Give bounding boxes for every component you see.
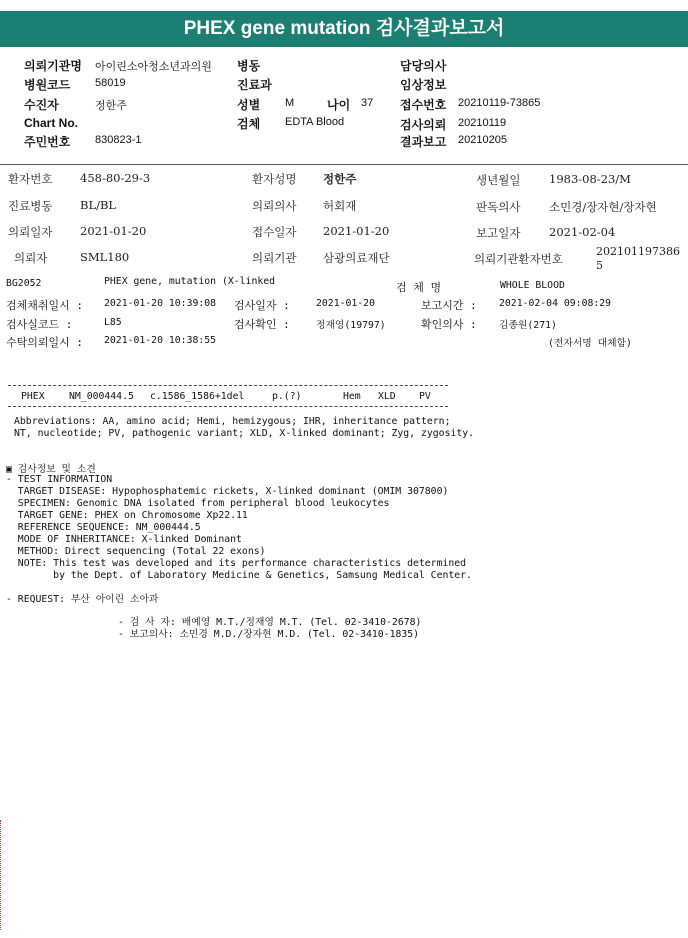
result-top-dashes [8, 385, 448, 386]
tester-line: - 검 사 자: 배예영 M.T./정재영 M.T. (Tel. 02-3410-2678) [118, 617, 422, 628]
abbrev-line: Abbreviations: AA, amino acid; Hemi, hemizygous; IHR, inheritance pattern; [14, 416, 451, 427]
requester-label: 의뢰의사 [252, 199, 297, 213]
patient-no-label: 환자번호 [8, 172, 53, 186]
lab-room-label: 검사실코드 : [6, 318, 73, 331]
section-title: ▣ 검사정보 및 소견 [6, 464, 96, 475]
header-label: 진료과 [237, 78, 272, 92]
client-value: SML180 [80, 250, 130, 264]
testdate-value: 2021-01-20 [316, 298, 375, 309]
confirm-value: 정재영(19797) [316, 320, 386, 331]
scan-edge-marks [0, 820, 3, 930]
header-label: 접수번호 [400, 98, 447, 112]
doctor-label: 확인의사 : [421, 318, 477, 331]
header-value: 20210119-73865 [458, 97, 541, 109]
header-label: 검체 [237, 117, 261, 131]
test-info-line: SPECIMEN: Genomic DNA isolated from peripheral blood leukocytes [6, 498, 390, 509]
result-classification: PV [419, 391, 431, 402]
header-divider [0, 164, 688, 165]
test-info-line: - TEST INFORMATION [6, 474, 113, 485]
header-label: 주민번호 [24, 135, 71, 149]
institution-value: 삼광의료재단 [323, 251, 390, 265]
inst-patient-no-value-cont: 5 [596, 259, 603, 272]
birth-label: 생년월일 [476, 173, 521, 187]
reader-label: 판독의사 [476, 200, 521, 214]
inst-patient-no-value: 202101197386 [596, 245, 680, 258]
inst-patient-no-label: 의뢰기관환자번호 [474, 252, 563, 266]
abbrev-line: NT, nucleotide; PV, pathogenic variant; XLD, X-linked dominant; Zyg, zygosity. [14, 428, 475, 439]
header-label: 병원코드 [24, 78, 71, 92]
header-value: EDTA Blood [285, 116, 345, 128]
header-value: 830823-1 [95, 134, 142, 146]
req-date-value: 2021-01-20 [80, 224, 147, 238]
header-label: 담당의사 [400, 59, 447, 73]
test-info-line: TARGET DISEASE: Hypophosphatemic rickets, X-linked dominant (OMIM 307800) [6, 486, 449, 497]
req-date-label: 의뢰일자 [8, 225, 53, 239]
result-gene: PHEX [21, 391, 45, 402]
request-line: - REQUEST: 부산 아이린 소아과 [6, 594, 159, 605]
reporter-line: - 보고의사: 소민경 M.D./장자현 M.D. (Tel. 02-3410-1835) [118, 629, 420, 640]
doctor-value: 김종원(271) [499, 320, 557, 331]
specimen-label: 검 체 명 [396, 281, 442, 294]
result-bottom-dashes [8, 406, 448, 407]
collect-value: 2021-01-20 10:39:08 [104, 298, 217, 309]
collect-label: 검체채취일시 : [6, 299, 84, 312]
header-value: M [285, 97, 295, 109]
report-title: PHEX gene mutation 검사결과보고서 [0, 11, 688, 47]
test-info-line: METHOD: Direct sequencing (Total 22 exons) [6, 546, 266, 557]
result-cdna: c.1586_1586+1del [150, 391, 245, 402]
header-label: 성별 [237, 98, 261, 112]
consign-label: 수탁의뢰일시 : [6, 336, 84, 349]
header-label: 검사의뢰 [400, 118, 447, 132]
header-label: 수진자 [24, 98, 59, 112]
header-value: 아이린소아청소년과의원 [95, 61, 212, 73]
reporttime-value: 2021-02-04 09:08:29 [499, 298, 612, 309]
patient-name-value: 정한주 [323, 172, 357, 186]
ward-label: 진료병동 [8, 199, 53, 213]
header-value: 58019 [95, 77, 126, 89]
header-label: 결과보고 [400, 135, 447, 149]
header-value: 20210205 [458, 134, 507, 146]
result-protein: p.(?) [272, 391, 302, 402]
reader-value: 소민경/장자현/장자현 [549, 200, 657, 214]
header-label: 의뢰기관명 [24, 59, 82, 73]
report-date-value: 2021-02-04 [549, 225, 616, 239]
result-inheritance: XLD [378, 391, 396, 402]
header-label: 병동 [237, 59, 261, 73]
birth-value: 1983-08-23/M [549, 172, 631, 186]
header-label: Chart No. [24, 116, 78, 130]
test-info-line: TARGET GENE: PHEX on Chromosome Xp22.11 [6, 510, 248, 521]
lab-room-value: L85 [104, 317, 122, 328]
requester-value: 허회재 [323, 199, 357, 213]
reporttime-label: 보고시간 : [421, 299, 477, 312]
recv-date-value: 2021-01-20 [323, 224, 390, 238]
result-zygosity: Hem [343, 391, 361, 402]
report-date-label: 보고일자 [476, 226, 521, 240]
age-value: 37 [361, 97, 374, 109]
test-info-line: MODE OF INHERITANCE: X-linked Dominant [6, 534, 242, 545]
client-label: 의뢰자 [14, 251, 48, 265]
test-code: BG2052 [6, 278, 42, 289]
header-label: 임상정보 [400, 78, 447, 92]
age-label: 나이 [327, 98, 351, 112]
test-name: PHEX gene, mutation (X-linked [104, 276, 276, 287]
testdate-label: 검사일자 : [234, 299, 290, 312]
ward-value: BL/BL [80, 198, 117, 212]
test-info-line: by the Dept. of Laboratory Medicine & Genetics, Samsung Medical Center. [6, 570, 472, 581]
patient-name-label: 환자성명 [252, 172, 297, 186]
confirm-label: 검사확인 : [234, 318, 290, 331]
specimen-value: WHOLE BLOOD [500, 280, 565, 291]
patient-no-value: 458-80-29-3 [80, 171, 151, 185]
esign-note: (전자서명 대체함) [548, 338, 632, 349]
test-info-line: REFERENCE SEQUENCE: NM_000444.5 [6, 522, 201, 533]
consign-value: 2021-01-20 10:38:55 [104, 335, 217, 346]
institution-label: 의뢰기관 [252, 251, 297, 265]
test-info-line: NOTE: This test was developed and its performance characteristics determined [6, 558, 467, 569]
recv-date-label: 접수일자 [252, 225, 297, 239]
result-sequence: NM_000444.5 [69, 391, 134, 402]
header-value: 정한주 [95, 100, 127, 112]
header-value: 20210119 [458, 117, 507, 129]
